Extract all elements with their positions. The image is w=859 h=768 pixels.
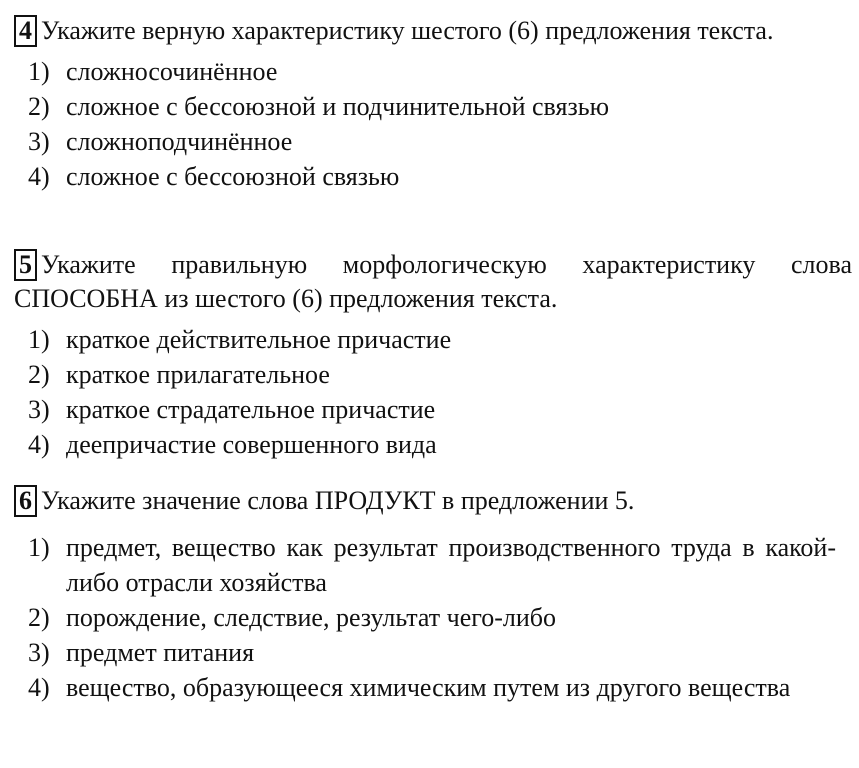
option-item[interactable] — [14, 530, 852, 600]
question-number: 6 — [14, 485, 37, 517]
option-text: предмет, вещество как результат производственного труда в какой-либо отрасли хозяйства — [66, 533, 836, 597]
option-number: 4) — [28, 162, 50, 191]
question-text: Укажите правильную морфологическую характеристику слова СПОСОБНА из шестого (6) предложения текста. — [14, 250, 852, 313]
option-number: 2) — [28, 360, 50, 389]
option-item[interactable] — [14, 427, 852, 462]
option-text: краткое прилагательное — [66, 360, 330, 389]
option-text: сложноподчинённое — [66, 127, 293, 156]
question-4 — [14, 14, 852, 194]
option-number: 2) — [28, 603, 50, 632]
option-item[interactable] — [14, 357, 852, 392]
option-number: 4) — [28, 430, 50, 459]
option-item[interactable] — [14, 322, 852, 357]
question-number: 5 — [14, 249, 37, 281]
option-text: краткое действительное причастие — [66, 325, 452, 354]
option-number: 1) — [28, 57, 50, 86]
question-number: 4 — [14, 15, 37, 47]
options-list — [14, 530, 852, 705]
question-prompt — [14, 248, 852, 316]
options-list — [14, 322, 852, 462]
option-number: 2) — [28, 92, 50, 121]
option-text: предмет питания — [66, 638, 255, 667]
options-list — [14, 54, 852, 194]
option-item[interactable] — [14, 600, 852, 635]
option-item[interactable] — [14, 635, 852, 670]
option-item[interactable] — [14, 670, 852, 705]
question-text: Укажите значение слова ПРОДУКТ в предложении 5. — [41, 486, 635, 515]
option-number: 1) — [28, 533, 50, 562]
option-text: сложное с бессоюзной и подчинительной связью — [66, 92, 609, 121]
option-text: деепричастие совершенного вида — [66, 430, 437, 459]
option-text: вещество, образующееся химическим путем из другого вещества — [66, 673, 791, 702]
question-6 — [14, 484, 852, 705]
question-5 — [14, 248, 852, 462]
option-number: 3) — [28, 395, 50, 424]
option-item[interactable] — [14, 124, 852, 159]
option-text: сложносочинённое — [66, 57, 278, 86]
option-item[interactable] — [14, 159, 852, 194]
option-text: порождение, следствие, результат чего-либо — [66, 603, 557, 632]
option-item[interactable] — [14, 89, 852, 124]
option-item[interactable] — [14, 54, 852, 89]
question-text: Укажите верную характеристику шестого (6) предложения текста. — [41, 16, 774, 45]
option-number: 3) — [28, 638, 50, 667]
option-number: 3) — [28, 127, 50, 156]
option-text: сложное с бессоюзной связью — [66, 162, 400, 191]
option-number: 4) — [28, 673, 50, 702]
option-item[interactable] — [14, 392, 852, 427]
question-prompt — [14, 484, 852, 518]
option-number: 1) — [28, 325, 50, 354]
option-text: краткое страдательное причастие — [66, 395, 436, 424]
question-prompt — [14, 14, 852, 48]
